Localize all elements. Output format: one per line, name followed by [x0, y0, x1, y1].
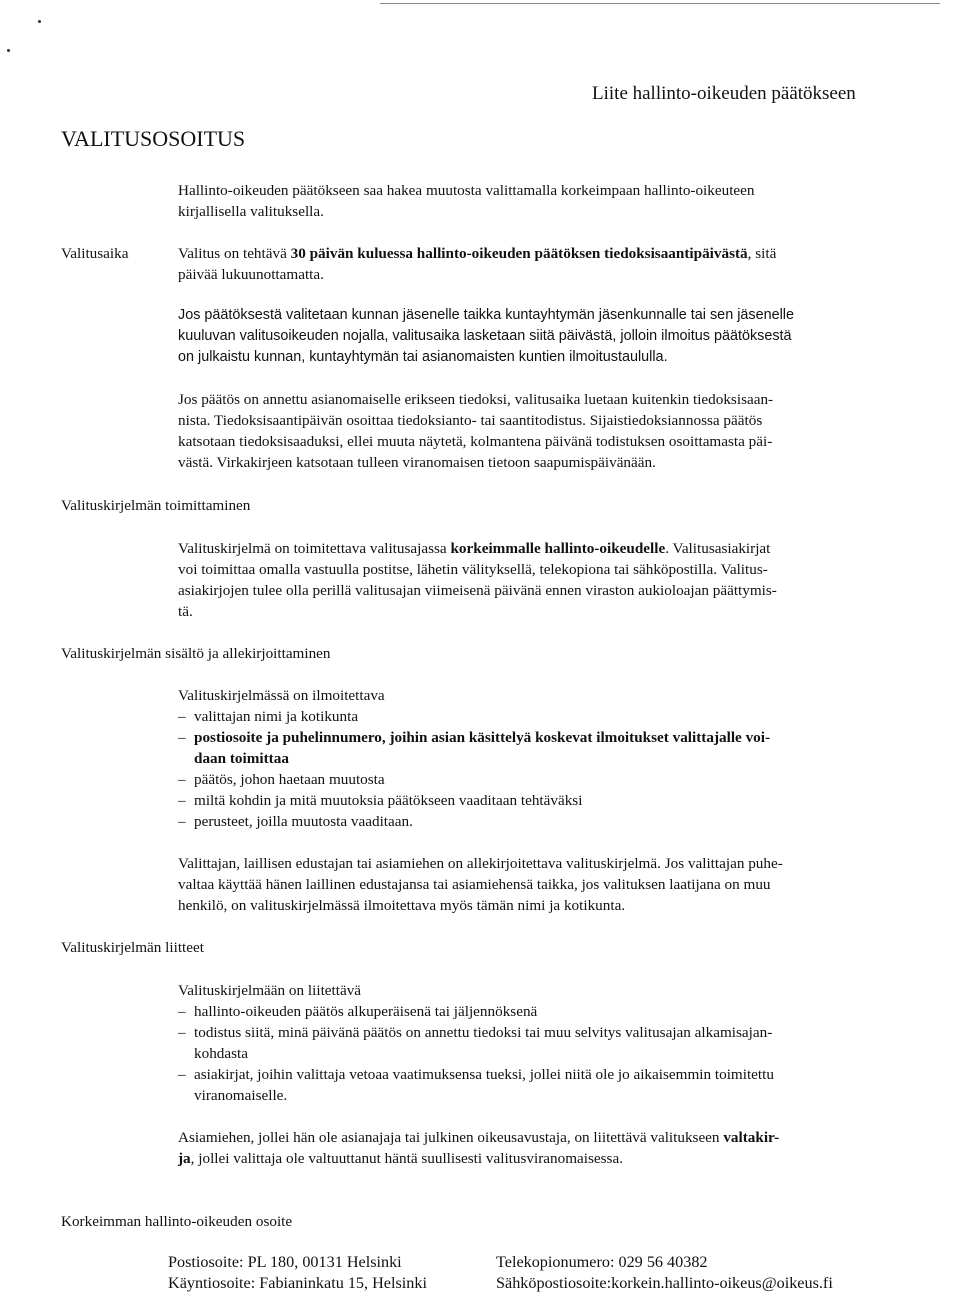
valitusaika-line: Valitus on tehtävä 30 päivän kuluessa hallinto-oikeuden päätöksen tiedoksisaantipäivästä, sitä [178, 245, 777, 262]
section-label-valitusaika: Valitusaika [61, 245, 129, 262]
valtakirja-line: Asiamiehen, jollei hän ole asianajaja tai julkinen oikeusavustaja, on liitettävä valitukseen valtakir- [178, 1129, 780, 1146]
list-item: – miltä kohdin ja mitä muutoksia päätökseen vaaditaan tehtäväksi [178, 790, 900, 811]
valitusaika-paragraph-3 [178, 389, 900, 473]
valitusaika-line: päivää lukuunottamatta. [178, 266, 324, 283]
fax-number: Telekopionumero: 029 56 40382 [496, 1253, 708, 1271]
attachment-title: Liite hallinto-oikeuden päätökseen [592, 83, 856, 104]
allekirjoitus-paragraph [178, 853, 900, 916]
sign-line: Valittajan, laillisen edustajan tai asiamiehen on allekirjoitettava valituskirjelmä. Jos valittajan puhe- [178, 855, 783, 872]
toimittaminen-line: voi toimittaa omalla vastuulla postitse, lähetin välityksellä, telekopiona tai sähköpostilla. Valitus- [178, 561, 768, 578]
scan-speck [38, 20, 41, 23]
liitteet-list [178, 1001, 900, 1106]
valtakirja-paragraph [178, 1127, 900, 1169]
email-address: Sähköpostiosoite:korkein.hallinto-oikeus@oikeus.fi [496, 1274, 833, 1292]
valitusaika-line: katsotaan tiedoksisaaduksi, ellei muuta näytetä, kolmantena päivänä todistuksen osoittamasta päi- [178, 433, 773, 450]
valitusaika-line: Jos päätöksestä valitetaan kunnan jäsenelle taikka kuntayhtymän jäsenkunnalle tai sen jäsenelle [178, 307, 794, 323]
top-scan-rule [380, 3, 940, 4]
intro-line: Hallinto-oikeuden päätökseen saa hakea muutosta valittamalla korkeimpaan hallinto-oikeuteen [178, 182, 755, 199]
scan-speck [7, 49, 10, 52]
list-item: – postiosoite ja puhelinnumero, joihin asian käsittelyä koskevat ilmoitukset valittajalle voi- daan toimittaa [178, 727, 900, 769]
toimittaminen-line: Valituskirjelmä on toimitettava valitusajassa korkeimmalle hallinto-oikeudelle. Valitusasiakirjat [178, 540, 771, 557]
valitusaika-paragraph-2 [178, 305, 900, 368]
toimittaminen-paragraph [178, 538, 900, 622]
section-label-liitteet: Valituskirjelmän liitteet [61, 939, 204, 956]
valitusaika-line: västä. Virkakirjeen katsotaan tulleen viranomaisen tietoon saapumispäivänään. [178, 454, 656, 471]
list-item: – perusteet, joilla muutosta vaaditaan. [178, 811, 900, 832]
valitusaika-paragraph-1 [178, 243, 900, 285]
section-label-toimittaminen: Valituskirjelmän toimittaminen [61, 497, 251, 514]
visiting-address: Käyntiosoite: Fabianinkatu 15, Helsinki [168, 1274, 427, 1292]
valtakirja-line: ja, jollei valittaja ole valtuuttanut häntä suullisesti valitusviranomaisessa. [178, 1150, 623, 1167]
intro-line: kirjallisella valituksella. [178, 203, 324, 220]
list-item: – hallinto-oikeuden päätös alkuperäisenä tai jäljennöksenä [178, 1001, 900, 1022]
valitusaika-line: on julkaistu kunnan, kuntayhtymän tai asianomaisten kuntien ilmoitustaululla. [178, 349, 668, 365]
sisalto-list-block [178, 685, 900, 832]
valitusaika-line: kuuluvan valitusoikeuden nojalla, valitusaika lasketaan siitä päivästä, jolloin ilmoitus päätöksestä [178, 328, 792, 344]
valitusaika-line: nista. Tiedoksisaantipäivän osoittaa tiedoksianto- tai saantitodistus. Sijaistiedoksiannossa päätös [178, 412, 763, 429]
list-item: – päätös, johon haetaan muutosta [178, 769, 900, 790]
toimittaminen-line: asiakirjojen tulee olla perillä valitusajan viimeisenä päivänä ennen viraston aukioloajan päättymis- [178, 582, 777, 599]
sign-line: valtaa käyttää hänen laillinen edustajansa tai asiamiehensä taikka, jos valituksen laatijana on muu [178, 876, 771, 893]
deadline-emphasis: 30 päivän kuluessa hallinto-oikeuden päätöksen tiedoksisaantipäivästä [290, 245, 748, 262]
list-item: – todistus siitä, minä päivänä päätös on annettu tiedoksi tai muu selvitys valitusajan alkamisajan- kohdasta [178, 1022, 900, 1064]
sisalto-intro: Valituskirjelmässä on ilmoitettava [178, 687, 385, 704]
postal-address: Postiosoite: PL 180, 00131 Helsinki [168, 1253, 402, 1271]
sisalto-list [178, 706, 900, 832]
section-label-sisalto: Valituskirjelmän sisältö ja allekirjoittaminen [61, 645, 331, 662]
document-title: VALITUSOSOITUS [61, 126, 246, 151]
sign-line: henkilö, on valituskirjelmässä ilmoitettava myös tämän nimi ja kotikunta. [178, 897, 626, 914]
liitteet-list-block [178, 980, 900, 1106]
list-item: – asiakirjat, joihin valittaja vetoaa vaatimuksensa tueksi, jollei niitä ole jo aikaisemmin toimitettu viranomaiselle. [178, 1064, 900, 1106]
liitteet-intro: Valituskirjelmään on liitettävä [178, 982, 362, 999]
list-item: – valittajan nimi ja kotikunta [178, 706, 900, 727]
toimittaminen-line: tä. [178, 603, 193, 620]
valitusaika-line: Jos päätös on annettu asianomaiselle erikseen tiedoksi, valitusaika luetaan kuitenkin tiedoksisaan- [178, 391, 774, 408]
court-emphasis: korkeimmalle hallinto-oikeudelle [450, 540, 666, 557]
intro-paragraph [178, 180, 900, 222]
section-label-osoite: Korkeimman hallinto-oikeuden osoite [61, 1213, 293, 1230]
